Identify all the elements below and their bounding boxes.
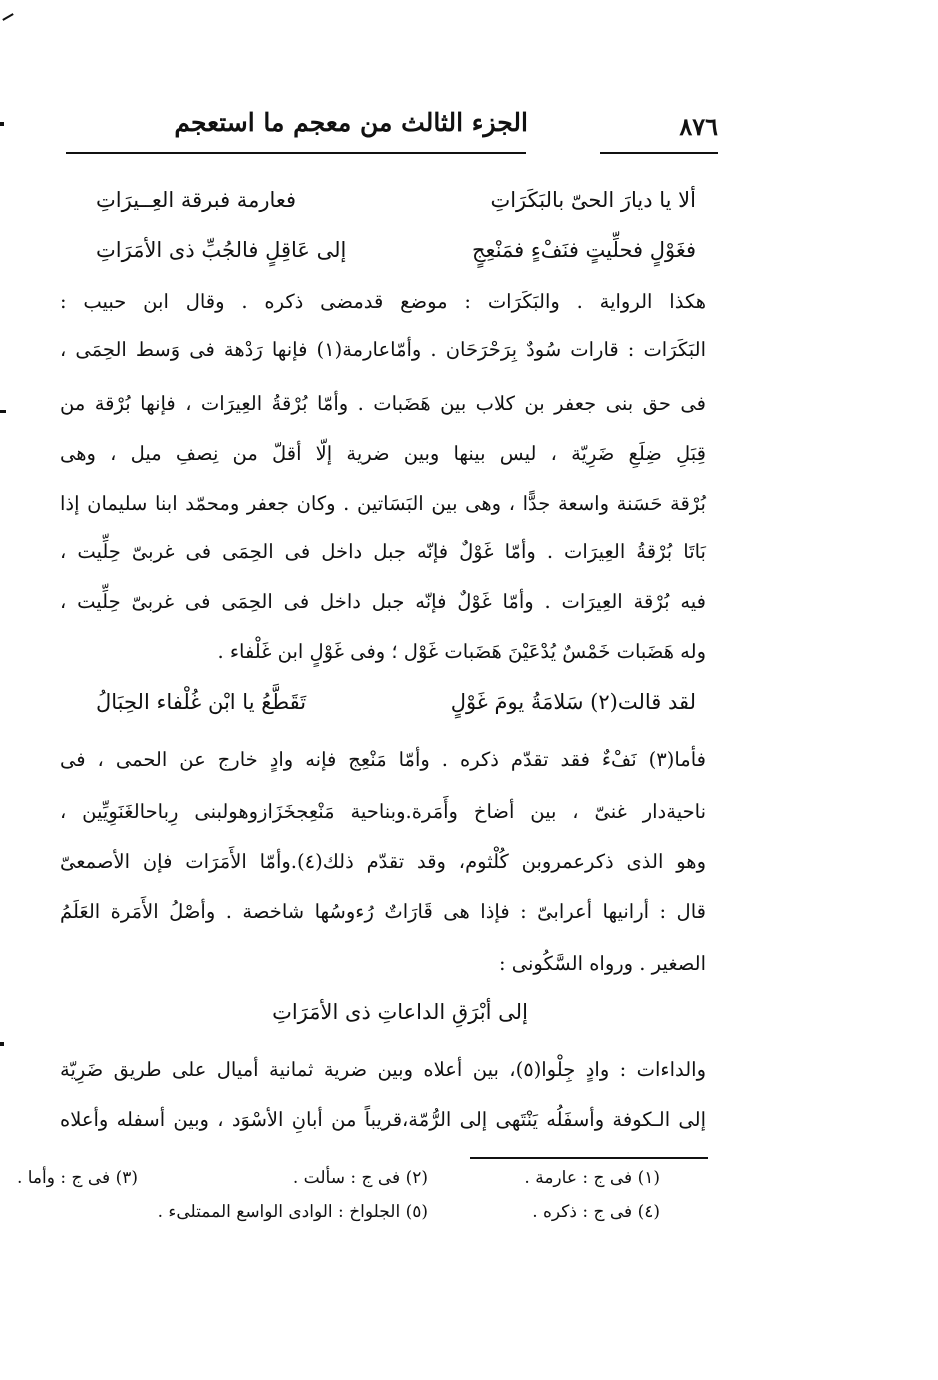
centered-verse: إلى أبْرَقِ الداعاتِ ذى الأمَرَاتِ xyxy=(272,1000,528,1024)
body-line: قال : أرانيها أعرابىّ : فإذا هى قَارَاتٌ رُءوسُها شاخصة . وأصْلُ الأَمَرة العَلَمُ xyxy=(60,900,706,923)
scan-mark-left xyxy=(0,122,4,126)
verse-second-hemistich: تَقَطَّعُ يا ابْن غُلْفاء الحِبَالُ xyxy=(96,690,307,714)
footnote: (٤) فى ج : ذكره . xyxy=(532,1202,660,1222)
body-line: وله هَضَبات خَمْسٌ يُدْعَيْنَ هَضَبات غَوْل ؛ وفى غَوْلٍ ابن غَلْفاء . xyxy=(217,640,706,663)
verse-second-hemistich: فعارمة فبرقة العِــيرَاتِ xyxy=(96,188,297,212)
header-rule xyxy=(600,152,718,154)
scan-mark-left xyxy=(0,1042,4,1046)
verse-first-hemistich: لقد قالت(٢) سَلامَةُ يومَ غَوْلٍ xyxy=(450,690,696,714)
body-line: فأما(٣) نَفْءٌ فقد تقدّم ذكره . وأمّا مَنْعِج فإنه وادٍ خارج عن الحمى ، فى xyxy=(60,748,706,771)
verse-first-hemistich: فغَوْلٍ فحلِّيتٍ فنَفْءٍ فمَنْعِجٍ xyxy=(472,238,696,262)
body-line: بُرْقة حَسَنة واسعة جدًّا ، وهى بين البَسَاتين . وكان جعفر ومحمّد ابنا سليمان إذا xyxy=(60,492,706,515)
footnote: (٥) الجلواخ : الوادى الواسع الممتلىء . xyxy=(157,1202,428,1222)
header-rule xyxy=(66,152,526,154)
verse-line xyxy=(96,238,696,262)
body-line: بَاتَا بُرْقةُ العِيرَات . وأمّا غَوْلٌ فإنّه جبل داخل فى الحِمَى فى غربىّ حِلِّيت ، xyxy=(60,540,706,563)
page-header xyxy=(66,100,718,150)
verse-line xyxy=(96,188,696,212)
body-line: البَكَرَات : قارات سُودٌ بِرَحْرَحَان . وأمّاعارمة(١) فإنها رَدْهة فى وَسط الحِمَى ، xyxy=(60,338,706,361)
verse-line xyxy=(96,690,696,714)
running-title: الجزء الثالث من معجم ما استعجم xyxy=(174,108,528,137)
body-line: ناحيةدار غنىّ ، بين أضاخ وأَمَرة.وبناحية مَنْعِجخَزَازوهولبنى رِباحالغَنَوِيِّين ، xyxy=(60,800,706,823)
scan-mark-left xyxy=(0,410,6,413)
body-line: قِبَلِ ضِلَعِ ضَرِيّة ، ليس بينها وبين ضرية إلّا أقلّ من نِصفِ ميل ، وهى xyxy=(60,442,706,465)
body-line: والداءات : وادٍ جِلْوا(٥)، بين أعلاه وبين ضرية ثمانية أميال على طريق ضَرِيّة xyxy=(60,1058,707,1081)
body-line: هكذا الرواية . والبَكَرَات : موضع قدمضى ذكره . وقال ابن حبيب : xyxy=(60,290,706,313)
body-line: فيه بُرْقة العِيرَات . وأمّا غَوْلٌ فإنّه جبل داخل فى الحِمَى فى غربىّ حِلِّيت ، xyxy=(60,590,706,613)
footnote-rule xyxy=(470,1157,708,1159)
scan-mark-top-left xyxy=(2,13,13,21)
body-line: فى حق بنى جعفر بن كلاب بين هَضَبات . وأمّا بُرْقةُ العِيرَات ، فإنها بُرْقة من xyxy=(60,392,706,415)
body-line: وهو الذى ذكرعمروبن كُلْثوم، وقد تقدّم ذلك(٤).وأمّا الأَمَرَات فإن الأصمعىّ xyxy=(60,850,706,873)
footnote: (٣) فى ج : وأما . xyxy=(16,1168,138,1188)
verse-second-hemistich: إلى عَاقِلٍ فالجُبِّ ذى الأمَرَاتِ xyxy=(96,238,347,262)
body-line: الصغير . ورواه السَّكُونى : xyxy=(498,952,706,975)
verse-first-hemistich: ألا يا ديارَ الحىّ بالبَكَرَاتِ xyxy=(490,188,696,212)
page-number: ٨٧٦ xyxy=(679,112,718,141)
footnote: (١) فى ج : عارمة . xyxy=(524,1168,660,1188)
body-line: إلى الـكوفة وأسفَلُه يَنْتَهى إلى الرُّمّة،قريباً من أبانِ الأسْوَد ، وبين أسفله وأعلاه xyxy=(60,1108,706,1131)
footnote: (٢) فى ج : سألت . xyxy=(292,1168,428,1188)
